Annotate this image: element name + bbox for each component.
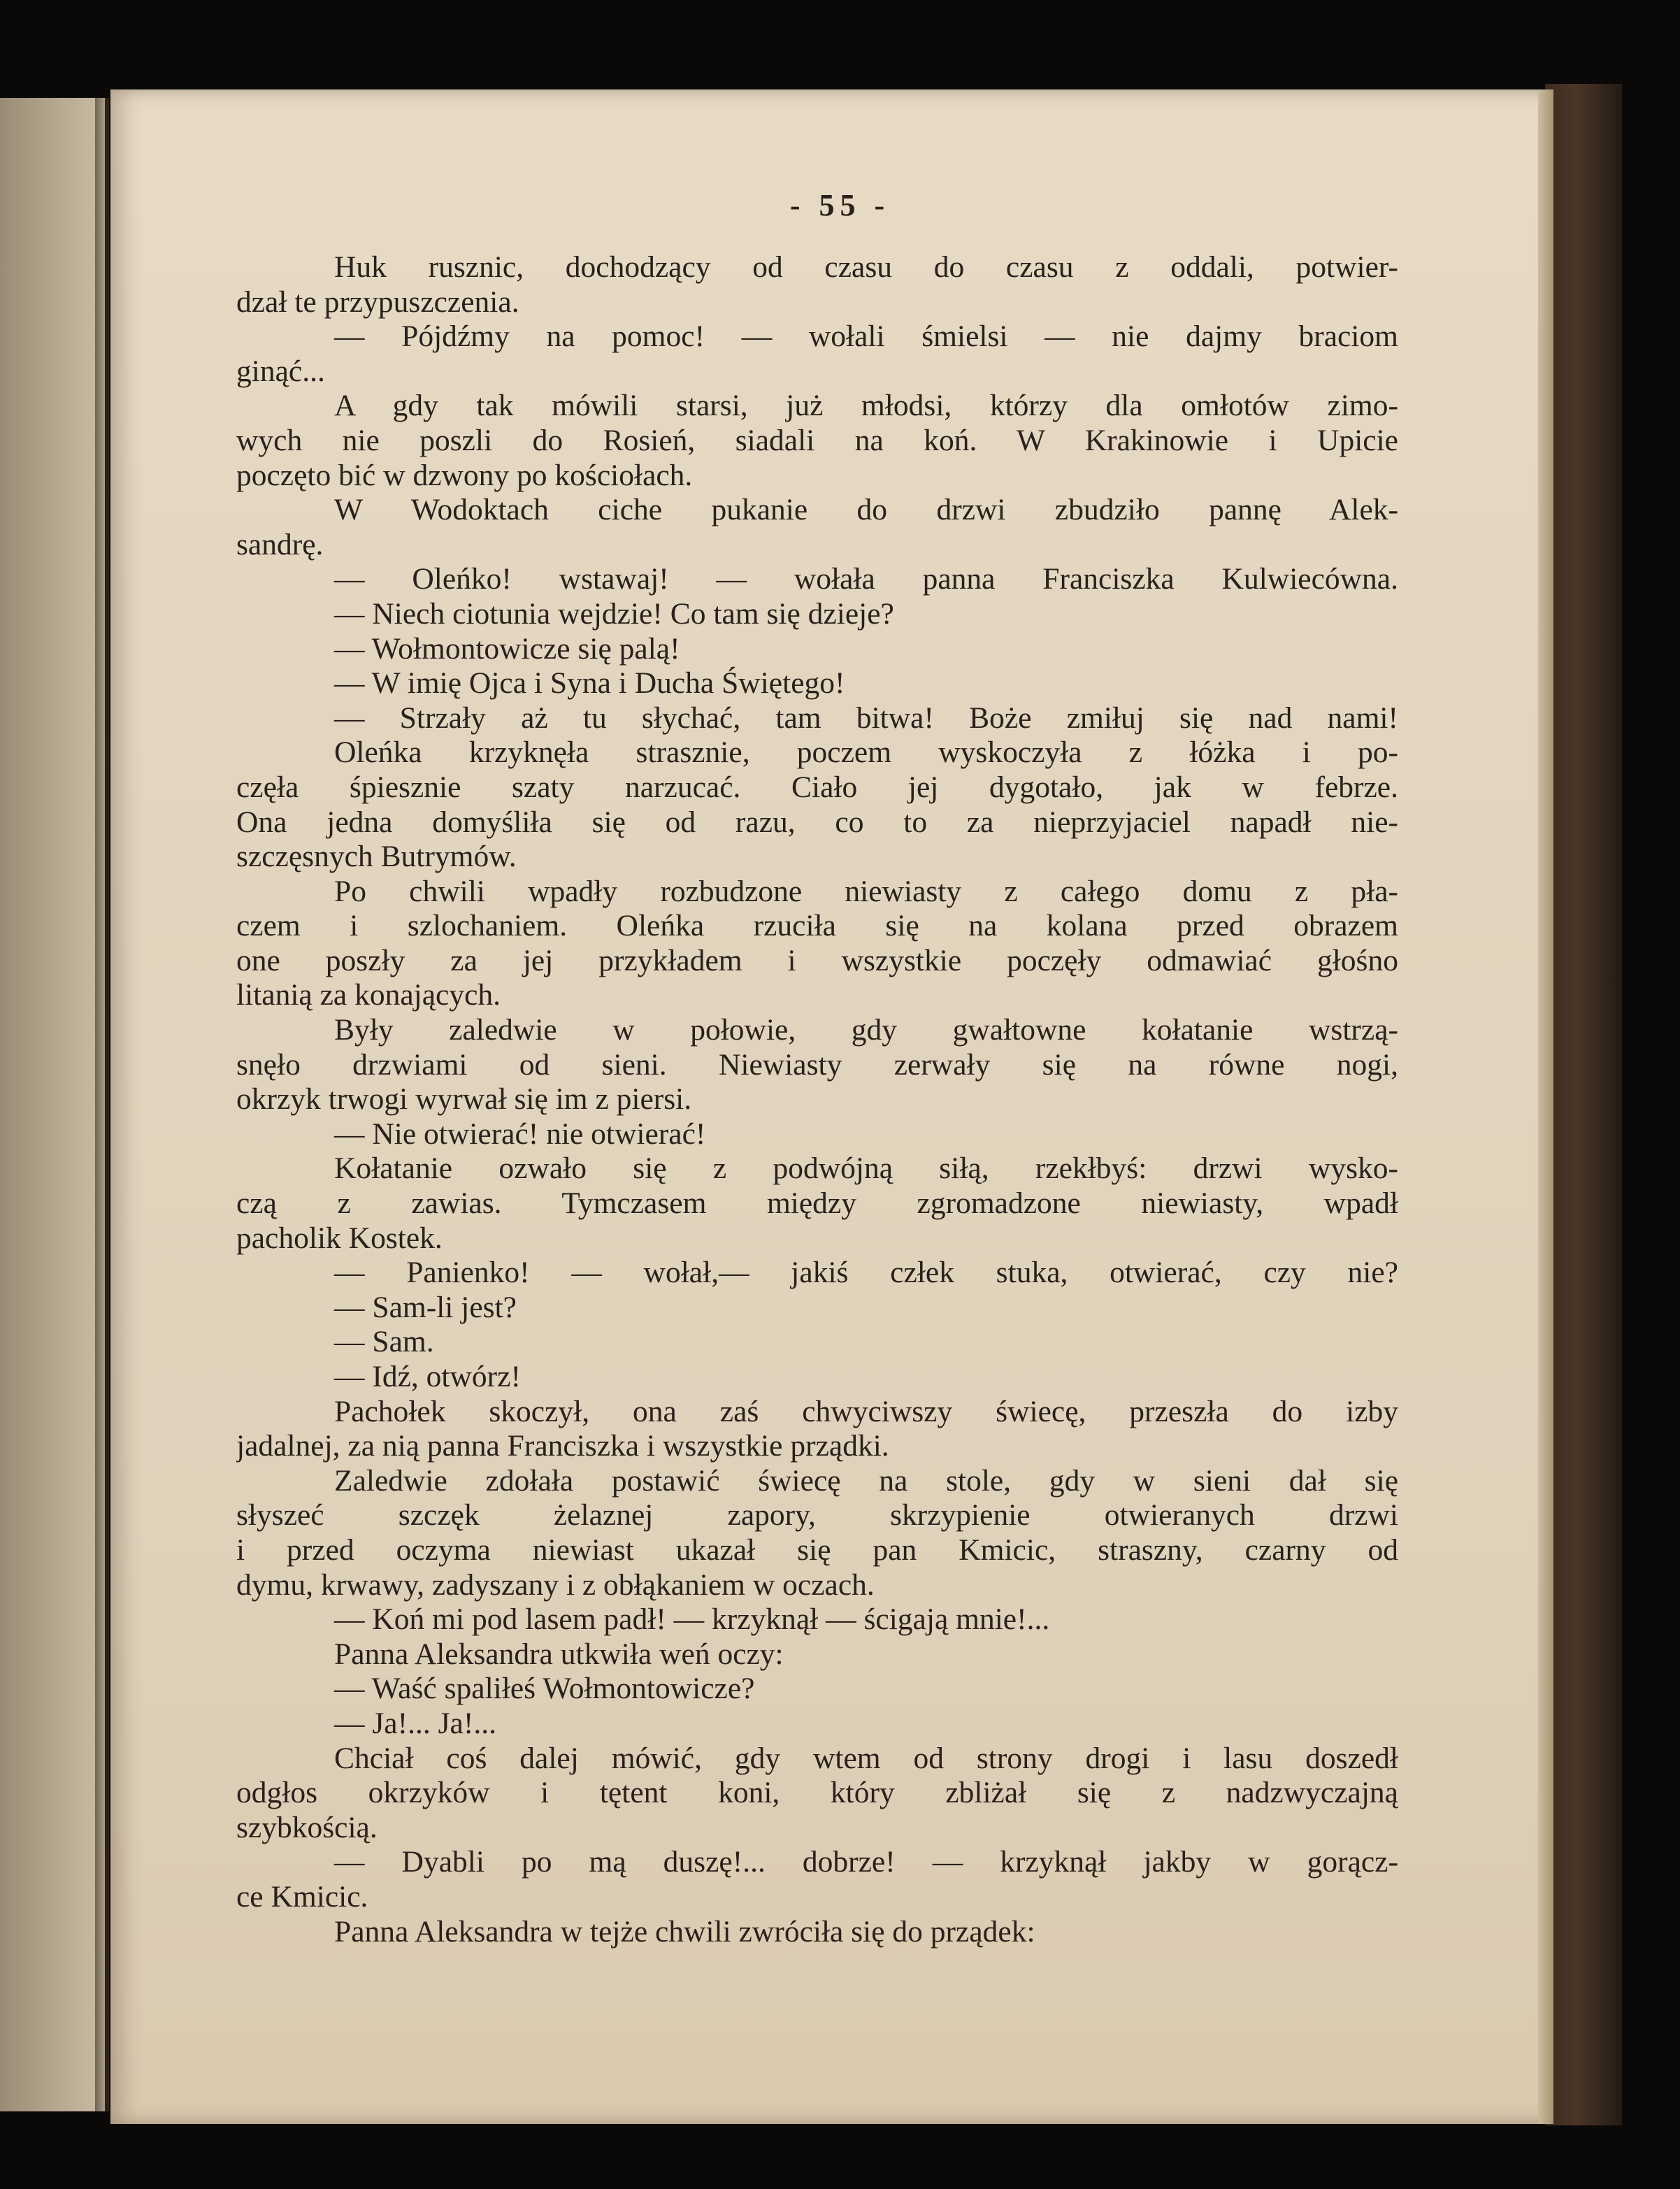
text-line: — Nie otwierać! nie otwierać!: [334, 1117, 706, 1151]
book-cover-edge: [1545, 84, 1622, 2125]
text-line: — Dyabli po mą duszę!... dobrze! — krzyknął jakby w gorącz-: [334, 1845, 1398, 1879]
text-line: Panna Aleksandra w tejże chwili zwróciła się do prządek:: [334, 1914, 1035, 1948]
page-stack-edge: [1538, 89, 1553, 2124]
text-line: Zaledwie zdołała postawić świecę na stole, gdy w sieni dał się: [334, 1463, 1398, 1498]
text-line: Chciał coś dalej mówić, gdy wtem od strony drogi i lasu doszedł: [334, 1741, 1398, 1775]
page-number: - 55 -: [789, 188, 891, 222]
text-line: — Sam-li jest?: [334, 1290, 517, 1324]
text-line: snęło drzwiami od sieni. Niewiasty zerwały się na równe nogi,: [236, 1047, 1398, 1082]
text-line: Oleńka krzyknęła strasznie, poczem wyskoczyła z łóżka i po-: [334, 735, 1398, 770]
text-line: Pachołek skoczył, ona zaś chwyciwszy świecę, przeszła do izby: [334, 1394, 1398, 1428]
text-line: i przed oczyma niewiast ukazał się pan Kmicic, straszny, czarny od: [236, 1533, 1398, 1567]
text-line: — Wołmontowicze się palą!: [334, 631, 680, 666]
text-line: słyszeć szczęk żelaznej zapory, skrzypienie otwieranych drzwi: [236, 1498, 1398, 1533]
text-line: — Oleńko! wstawaj! — wołała panna Franciszka Kulwiecówna.: [334, 562, 1398, 596]
text-line: Były zaledwie w połowie, gdy gwałtowne kołatanie wstrzą-: [334, 1013, 1398, 1047]
text-line: szybkością.: [236, 1810, 378, 1844]
text-line: — Pójdźmy na pomoc! — wołali śmielsi — nie dajmy braciom: [334, 320, 1398, 354]
text-line: — Waść spaliłeś Wołmontowicze?: [334, 1672, 755, 1706]
text-line: szczęsnych Butrymów.: [236, 840, 517, 874]
text-line: — Koń mi pod lasem padł! — krzyknął — ścigają mnie!...: [334, 1602, 1050, 1637]
page-text: [236, 250, 1398, 1949]
text-line: Huk rusznic, dochodzący od czasu do czasu z oddali, potwier-: [334, 250, 1398, 284]
text-line: one poszły za jej przykładem i wszystkie poczęły odmawiać głośno: [236, 943, 1398, 977]
text-line: dymu, krwawy, zadyszany i z obłąkaniem w oczach.: [236, 1567, 875, 1602]
text-line: — Strzały aż tu słychać, tam bitwa! Boże zmiłuj się nad nami!: [334, 701, 1398, 735]
text-line: dzał te przypuszczenia.: [236, 285, 519, 319]
left-page-edge: [0, 98, 109, 2111]
binding-shadow: [95, 98, 110, 2111]
text-line: W Wodoktach ciche pukanie do drzwi zbudziło pannę Alek-: [334, 493, 1398, 527]
text-line: poczęto bić w dzwony po kościołach.: [236, 458, 693, 492]
text-line: — Sam.: [334, 1325, 434, 1359]
text-line: ce Kmicic.: [236, 1879, 368, 1914]
text-line: — Niech ciotunia wejdzie! Co tam się dzieje?: [334, 596, 894, 631]
text-line: częła śpiesznie szaty narzucać. Ciało jej dygotało, jak w febrze.: [236, 770, 1398, 804]
text-line: czem i szlochaniem. Oleńka rzuciła się na kolana przed obrazem: [236, 909, 1398, 943]
text-line: Ona jedna domyśliła się od razu, co to za nieprzyjaciel napadł nie-: [236, 805, 1398, 839]
text-line: — W imię Ojca i Syna i Ducha Świętego!: [334, 666, 845, 701]
text-line: pacholik Kostek.: [236, 1221, 443, 1255]
text-line: ginąć...: [236, 354, 325, 388]
text-line: odgłos okrzyków i tętent koni, który zbliżał się z nadzwyczajną: [236, 1776, 1398, 1810]
text-line: sandrę.: [236, 527, 324, 561]
text-line: — Idź, otwórz!: [334, 1360, 521, 1393]
text-line: wych nie poszli do Rosień, siadali na koń. W Krakinowie i Upicie: [236, 423, 1398, 457]
text-line: Po chwili wpadły rozbudzone niewiasty z całego domu z pła-: [334, 874, 1398, 908]
text-line: Panna Aleksandra utkwiła weń oczy:: [334, 1637, 784, 1671]
text-line: A gdy tak mówili starsi, już młodsi, którzy dla omłotów zimo-: [334, 389, 1398, 423]
text-line: — Panienko! — wołał,— jakiś człek stuka, otwierać, czy nie?: [334, 1256, 1398, 1290]
text-line: okrzyk trwogi wyrwał się im z piersi.: [236, 1082, 692, 1117]
text-line: Kołatanie ozwało się z podwójną siłą, rzekłbyś: drzwi wysko-: [334, 1151, 1398, 1186]
text-line: — Ja!... Ja!...: [334, 1706, 496, 1740]
text-line: litanią za konających.: [236, 978, 501, 1012]
text-line: jadalnej, za nią panna Franciszka i wszystkie prządki.: [236, 1429, 889, 1463]
text-line: czą z zawias. Tymczasem między zgromadzone niewiasty, wpadł: [236, 1186, 1398, 1221]
